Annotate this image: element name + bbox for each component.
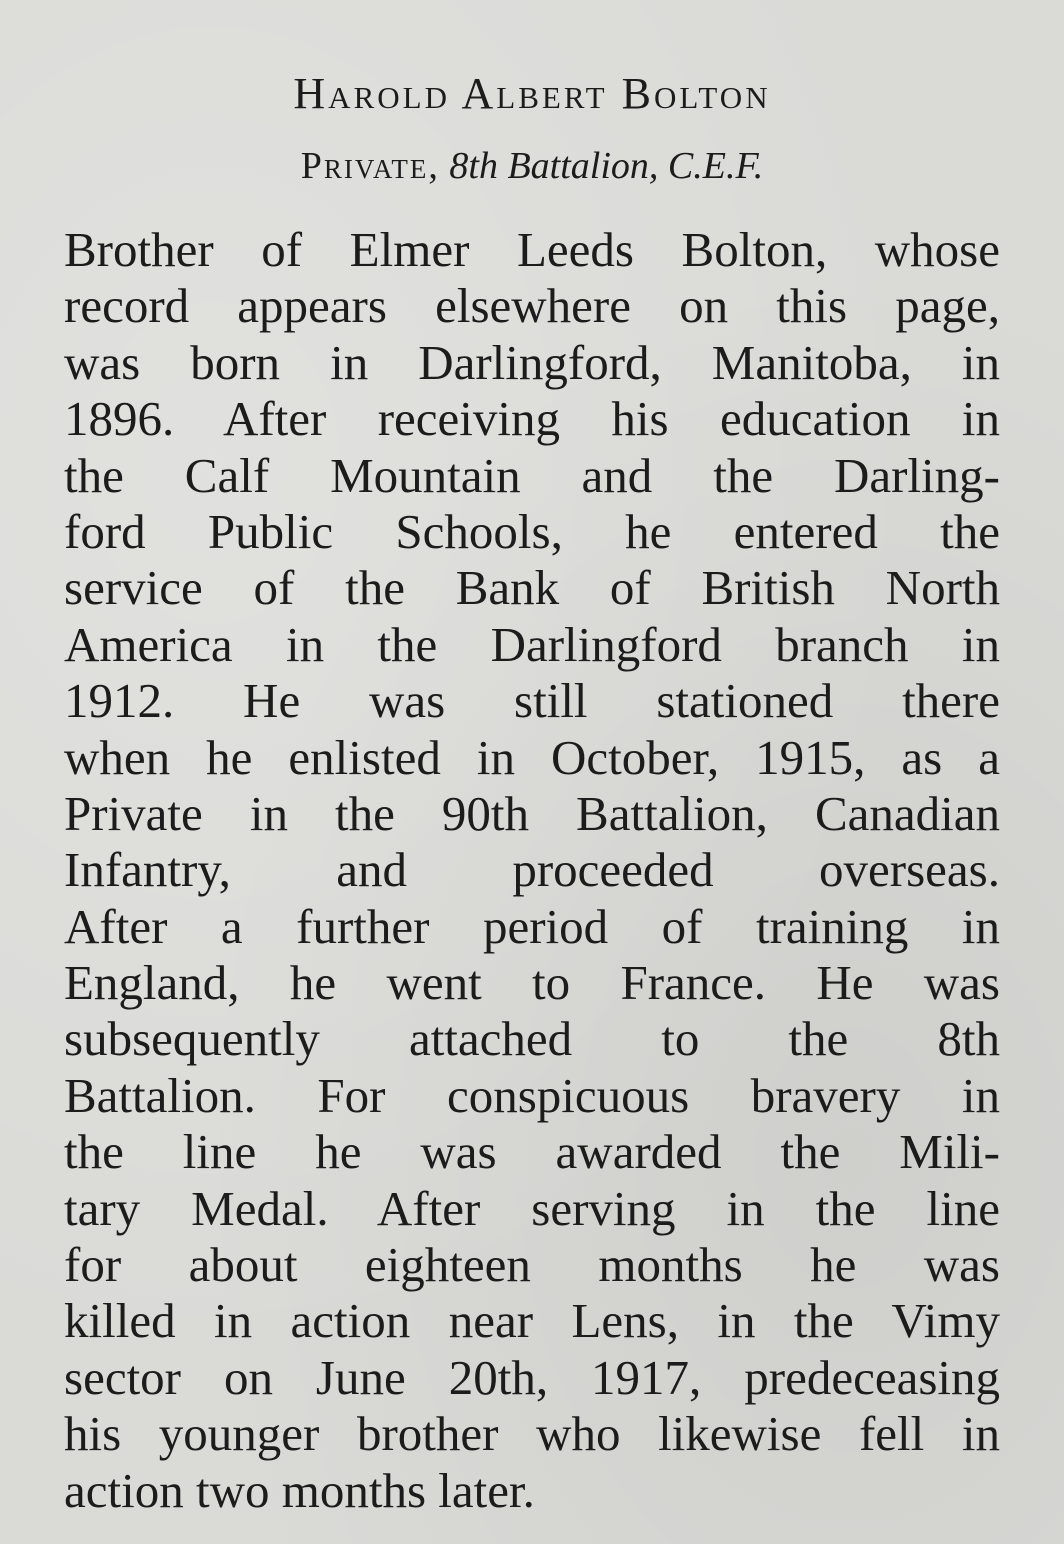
text-line: record appears elsewhere on this page,	[64, 278, 1000, 334]
text-line: America in the Darlingford branch in	[64, 616, 1000, 672]
text-line: subsequently attached to the 8th	[64, 1011, 1000, 1067]
text-line: killed in action near Lens, in the Vimy	[64, 1293, 1000, 1349]
text-line: 1912. He was still stationed there	[64, 673, 1000, 729]
text-line: tary Medal. After serving in the line	[64, 1180, 1000, 1236]
biography-paragraph	[64, 222, 1000, 1519]
text-line: England, he went to France. He was	[64, 955, 1000, 1011]
text-line: Private in the 90th Battalion, Canadian	[64, 785, 1000, 841]
page-title: Harold Albert Bolton	[293, 69, 771, 118]
text-line: ford Public Schools, he entered the	[64, 503, 1000, 559]
rank: Private,	[300, 145, 440, 187]
text-line: the line he was awarded the Mili-	[64, 1124, 1000, 1180]
text-line: After a further period of training in	[64, 898, 1000, 954]
text-line: was born in Darlingford, Manitoba, in	[64, 334, 1000, 390]
rank-and-unit	[0, 140, 1064, 192]
text-line: Battalion. For conspicuous bravery in	[64, 1067, 1000, 1123]
unit: 8th Battalion, C.E.F.	[449, 145, 764, 187]
text-line: the Calf Mountain and the Darling-	[64, 447, 1000, 503]
text-line: Brother of Elmer Leeds Bolton, whose	[64, 222, 1000, 277]
text-line: for about eighteen months he was	[64, 1237, 1000, 1293]
text-line: when he enlisted in October, 1915, as a	[64, 729, 1000, 785]
text-line: service of the Bank of British North	[64, 560, 1000, 616]
text-line: Infantry, and proceeded overseas.	[64, 842, 1000, 898]
text-line: action two months later.	[64, 1462, 535, 1518]
text-line: his younger brother who likewise fell in	[64, 1406, 1000, 1462]
text-line: 1896. After receiving his education in	[64, 391, 1000, 447]
text-line: sector on June 20th, 1917, predeceasing	[64, 1349, 1000, 1405]
